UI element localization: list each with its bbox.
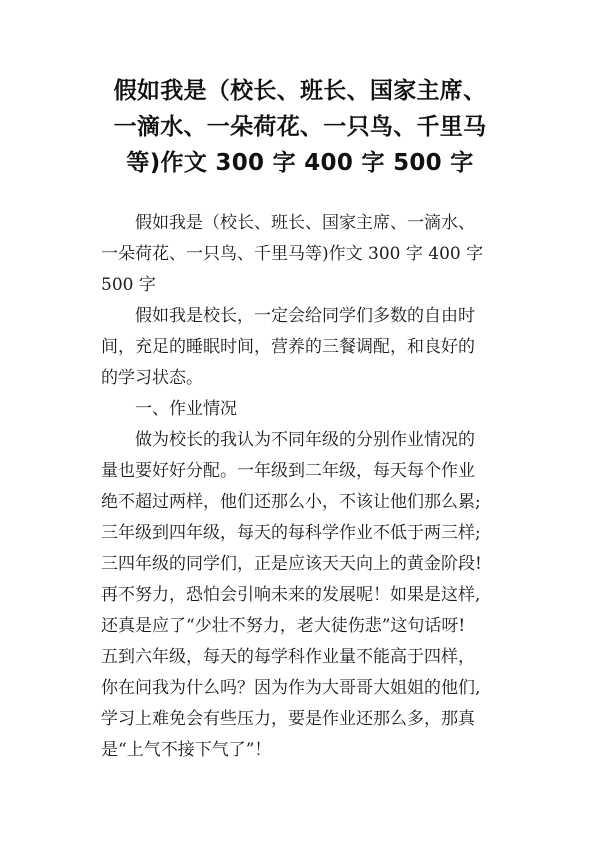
text-line: 假如我是校长，一定会给同学们多数的自由时 [135, 306, 475, 326]
text-line: 绝不超过两样，他们还那么小，不该让他们那么累; [101, 492, 481, 512]
text-line: 做为校长的我认为不同年级的分别作业情况的 [135, 430, 475, 450]
text-line: 一朵荷花、一只鸟、千里马等)作文 300 字 400 字 [101, 244, 484, 264]
paragraph-homework [101, 425, 501, 766]
paragraph-intro [101, 301, 501, 394]
text-line: 三年级到四年级，每天的每科学作业不低于两三样; [101, 523, 481, 543]
paragraph-heading-repeat [101, 208, 501, 301]
text-line: 三四年级的同学们，正是应该天天向上的黄金阶段! [101, 554, 482, 574]
title-line: 等)作文 300 字 400 字 500 字 [126, 150, 474, 176]
document-title [86, 73, 514, 181]
text-line: 还真是应了“少壮不努力，老大徒伤悲”这句话呀! [101, 616, 466, 636]
document-body [101, 208, 501, 766]
text-line: 你在问我为什么吗？因为作为大哥哥大姐姐的他们, [101, 678, 481, 698]
title-line: 假如我是（校长、班长、国家主席、 [113, 78, 487, 104]
text-line: 学习上难免会有些压力，要是作业还那么多，那真 [101, 709, 475, 729]
text-line: 五到六年级，每天的每学科作业量不能高于四样， [101, 647, 475, 667]
text-line: 的学习状态。 [101, 368, 203, 388]
text-line: 是“上气不接下气了”！ [101, 740, 272, 760]
text-line: 500 字 [101, 275, 156, 295]
text-line: 假如我是（校长、班长、国家主席、一滴水、 [135, 213, 475, 233]
text-line: 再不努力，恐怕会引响未来的发展呢！如果是这样, [101, 585, 481, 605]
text-line: 一、作业情况 [135, 399, 237, 419]
section-heading [101, 394, 501, 425]
text-line: 量也要好好分配。一年级到二年级，每天每个作业 [101, 461, 475, 481]
title-line: 一滴水、一朵荷花、一只鸟、千里马 [113, 114, 487, 140]
text-line: 间，充足的睡眠时间，营养的三餐调配，和良好的 [101, 337, 475, 357]
